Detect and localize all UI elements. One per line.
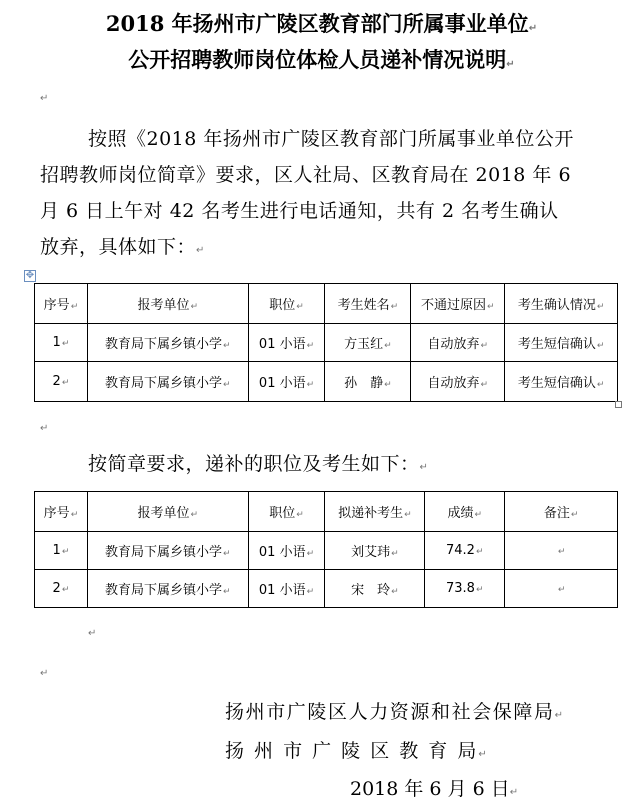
end-of-cell-mark: ↵	[306, 341, 315, 351]
body-paragraph-line: 月 6 日上午对 42 名考生进行电话通知，共有 2 名考生确认	[40, 200, 559, 222]
body-paragraph-line: 放弃，具体如下：↵	[40, 236, 205, 258]
paragraph-mark: ↵	[40, 423, 49, 434]
table-cell: 01 小语↵	[248, 362, 325, 402]
table-cell: 73.8↵	[425, 570, 505, 608]
end-of-cell-mark: ↵	[596, 302, 605, 312]
table-cell	[505, 570, 618, 608]
table-header-cell: 序号↵	[35, 284, 88, 324]
end-of-cell-mark: ↵	[570, 510, 579, 520]
withdrawn-candidates-table	[34, 283, 618, 402]
end-of-cell-mark: ↵	[190, 510, 199, 520]
table-cell: 方玉红↵	[325, 324, 411, 362]
table-cell: 教育局下属乡镇小学↵	[87, 362, 248, 402]
end-of-cell-mark: ↵	[306, 587, 315, 597]
table-row	[35, 532, 618, 570]
table-cell: 考生短信确认↵	[505, 324, 618, 362]
body-paragraph-line: 按照《2018 年扬州市广陵区教育部门所属事业单位公开	[88, 128, 574, 150]
table-header-cell: 考生确认情况↵	[505, 284, 618, 324]
table-header-row	[35, 492, 618, 532]
table-cell: 2↵	[35, 362, 88, 402]
table-header-cell: 考生姓名↵	[325, 284, 411, 324]
signature-org-hr: 扬州市广陵区人力资源和社会保障局↵	[225, 701, 565, 723]
table-cell: 01 小语↵	[248, 532, 325, 570]
table-cell: 教育局下属乡镇小学↵	[87, 570, 248, 608]
end-of-cell-mark: ↵	[296, 302, 304, 312]
end-of-cell-mark: ↵	[223, 341, 231, 351]
end-of-cell-mark: ↵	[306, 380, 315, 390]
end-of-cell-mark: ↵	[384, 380, 392, 390]
end-of-cell-mark: ↵	[480, 380, 489, 390]
end-of-cell-mark: ↵	[475, 585, 484, 595]
table-header-cell: 职位↵	[248, 284, 325, 324]
table-row	[35, 362, 618, 402]
end-of-cell-mark: ↵	[222, 587, 231, 597]
end-of-cell-mark: ↵	[480, 341, 489, 351]
table-cell: 孙 静↵	[325, 362, 411, 402]
table-cell: 自动放弃↵	[411, 324, 505, 362]
signature-org-education: 扬 州 市 广 陵 区 教 育 局↵	[225, 740, 489, 762]
table-cell: 教育局下属乡镇小学↵	[87, 532, 248, 570]
end-of-cell-mark: ↵	[61, 339, 70, 349]
end-of-cell-mark: ↵	[61, 547, 70, 557]
table-header-cell: 拟递补考生↵	[325, 492, 425, 532]
table-cell: 01 小语↵	[248, 324, 325, 362]
table-cell: 自动放弃↵	[411, 362, 505, 402]
table-header-cell: 报考单位↵	[87, 492, 248, 532]
end-of-cell-mark: ↵	[404, 510, 412, 520]
table-header-cell: 成绩↵	[425, 492, 505, 532]
end-of-cell-mark: ↵	[487, 302, 495, 312]
table-cell: 2↵	[35, 570, 88, 608]
end-of-cell-mark: ↵	[596, 380, 605, 390]
table-resize-handle[interactable]	[615, 401, 622, 408]
table-cell: 考生短信确认↵	[505, 362, 618, 402]
end-of-cell-mark: ↵	[223, 380, 231, 390]
end-of-cell-mark: ↵	[475, 547, 484, 557]
table-move-handle-icon[interactable]: ✥	[25, 270, 35, 281]
end-of-cell-mark: ↵	[222, 549, 231, 559]
signature-date: 2018 年 6 月 6 日↵	[350, 778, 519, 800]
paragraph-mark: ↵	[40, 93, 49, 104]
table-cell: 宋 玲↵	[325, 570, 425, 608]
table-header-cell: 备注↵	[505, 492, 618, 532]
end-of-cell-mark: ↵	[190, 302, 199, 312]
end-of-cell-mark: ↵	[474, 510, 483, 520]
end-of-cell-mark: ↵	[61, 378, 70, 388]
table-row	[35, 324, 618, 362]
table-cell	[505, 532, 618, 570]
table-header-cell: 职位↵	[248, 492, 325, 532]
end-of-cell-mark: ↵	[390, 302, 399, 312]
table-cell: 1↵	[35, 532, 88, 570]
table-cell: 刘艾玮↵	[325, 532, 425, 570]
table-cell: 01 小语↵	[248, 570, 325, 608]
end-of-cell-mark: ↵	[557, 585, 566, 595]
body-paragraph-line: 招聘教师岗位简章》要求，区人社局、区教育局在 2018 年 6	[40, 164, 572, 186]
body-paragraph-line: 按简章要求，递补的职位及考生如下：↵	[88, 453, 429, 475]
page-title-line1: 2018 年扬州市广陵区教育部门所属事业单位↵	[105, 11, 538, 36]
table-header-cell: 不通过原因↵	[411, 284, 505, 324]
end-of-cell-mark: ↵	[70, 510, 79, 520]
table-cell: 教育局下属乡镇小学↵	[87, 324, 248, 362]
paragraph-mark: ↵	[88, 628, 97, 639]
table-header-row	[35, 284, 618, 324]
end-of-cell-mark: ↵	[557, 547, 566, 557]
end-of-cell-mark: ↵	[70, 302, 79, 312]
end-of-cell-mark: ↵	[296, 510, 304, 520]
end-of-cell-mark: ↵	[391, 549, 399, 559]
table-row	[35, 570, 618, 608]
paragraph-mark: ↵	[40, 668, 49, 679]
end-of-cell-mark: ↵	[61, 585, 70, 595]
table-cell: 74.2↵	[425, 532, 505, 570]
end-of-cell-mark: ↵	[384, 341, 392, 351]
table-header-cell: 报考单位↵	[87, 284, 248, 324]
table-cell: 1↵	[35, 324, 88, 362]
table-header-cell: 序号↵	[35, 492, 88, 532]
end-of-cell-mark: ↵	[596, 341, 605, 351]
end-of-cell-mark: ↵	[391, 587, 399, 597]
page-title-line2: 公开招聘教师岗位体检人员递补情况说明↵	[128, 47, 515, 72]
end-of-cell-mark: ↵	[306, 549, 315, 559]
substitute-candidates-table	[34, 491, 618, 608]
